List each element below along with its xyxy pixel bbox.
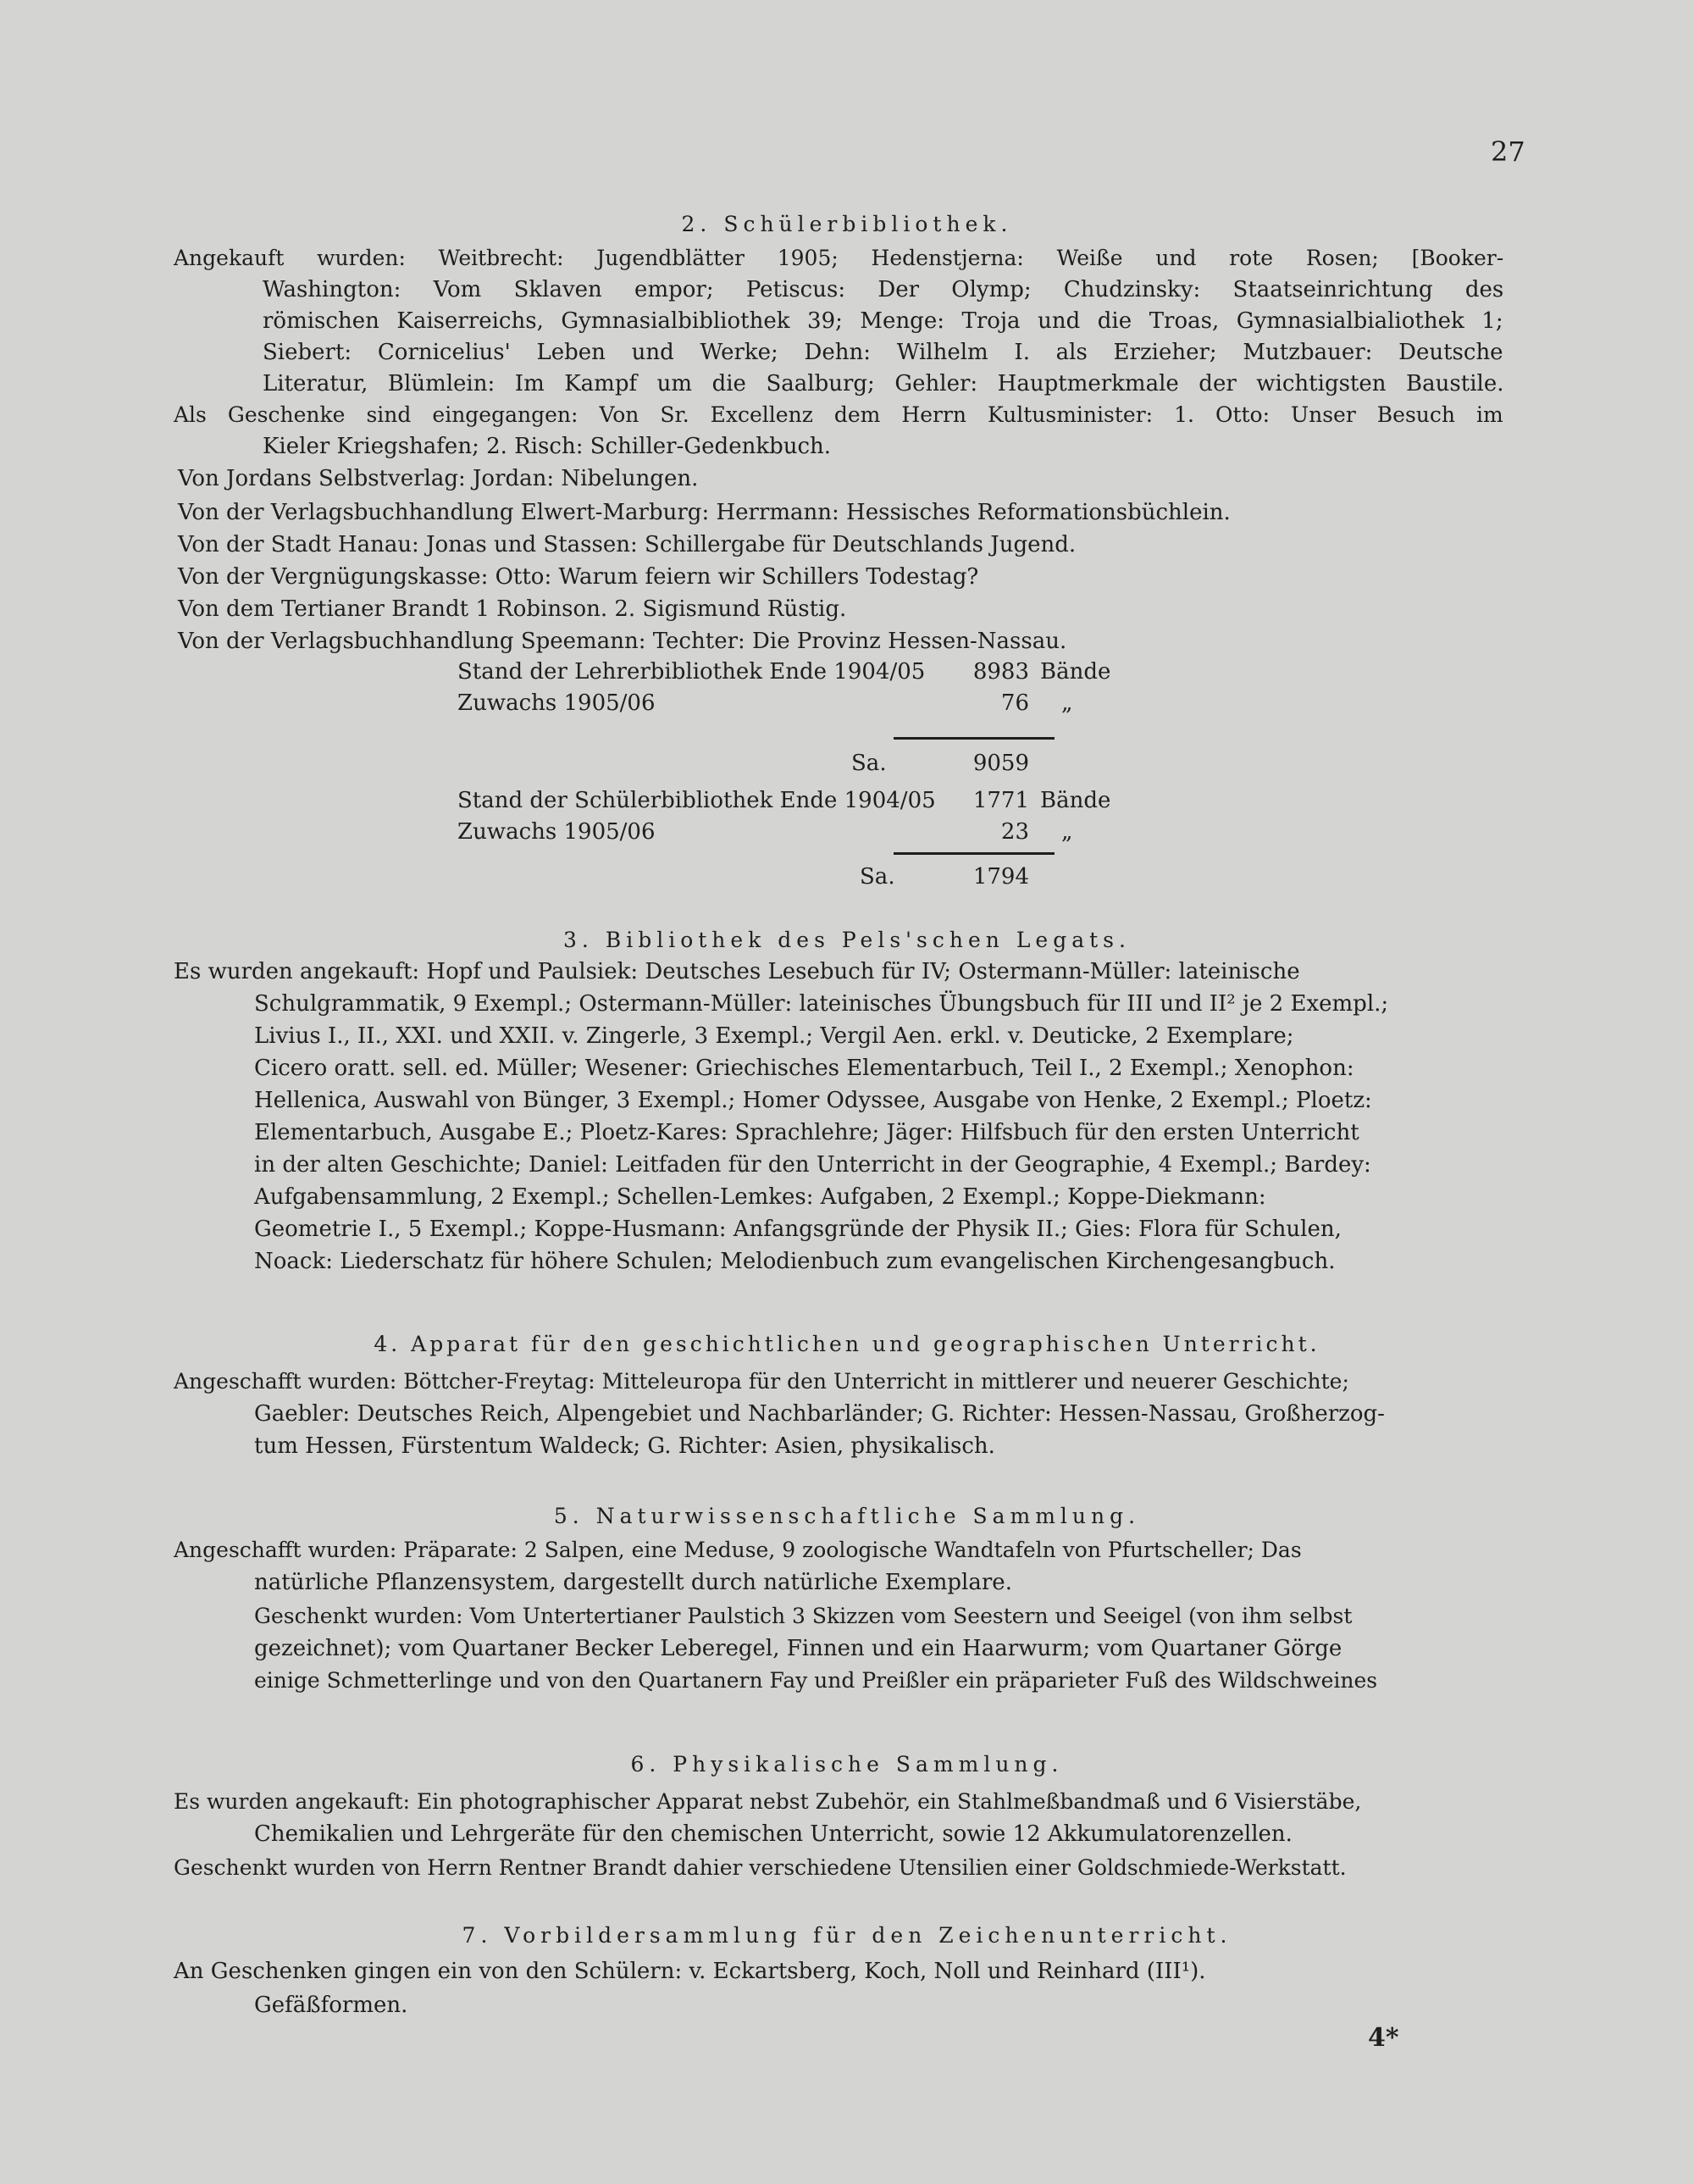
schueler-sum-label: Sa.	[860, 864, 895, 890]
section-4-heading: 4. Apparat für den geschichtlichen und geographischen Unterricht.	[374, 1332, 1320, 1356]
lehrer-sum-rule	[894, 737, 1055, 740]
section-2-line-4: Siebert: Cornicelius' Leben und Werke; Dehn: Wilhelm I. als Erzieher; Mutzbauer: Deutsche	[263, 340, 1503, 365]
schueler-zuwachs-ditto: „	[1061, 819, 1073, 845]
schueler-stand-unit: Bände	[1040, 788, 1111, 813]
section-5-line-5: einige Schmetterlinge und von den Quartanern Fay und Preißler ein präparieter Fuß des Wildschweines	[254, 1668, 1378, 1693]
section-2-line-2: Washington: Vom Sklaven empor; Petiscus: Der Olymp; Chudzinsky: Staatseinrichtung des	[263, 277, 1504, 302]
section-3-line-10: Noack: Liederschatz für höhere Schulen; Melodienbuch zum evangelischen Kirchengesangbuch.	[254, 1249, 1336, 1274]
section-3-line-1: Es wurden angekauft: Hopf und Paulsiek: Deutsches Lesebuch für IV; Ostermann-Müller: lateinische	[174, 959, 1300, 984]
section-3-line-7: in der alten Geschichte; Daniel: Leitfaden für den Unterricht in der Geographie, 4 Exempl.; Bardey:	[254, 1152, 1371, 1178]
lehrer-stand-unit: Bände	[1040, 659, 1111, 685]
schueler-sum-rule	[894, 852, 1055, 855]
section-3-line-2: Schulgrammatik, 9 Exempl.; Ostermann-Müller: lateinisches Übungsbuch für III und II² je 2 Exempl.;	[254, 991, 1389, 1017]
section-2-line-13: Von der Verlagsbuchhandlung Speemann: Techter: Die Provinz Hessen-Nassau.	[178, 629, 1067, 654]
section-7-line-2: Gefäßformen.	[254, 1993, 408, 2018]
section-5-line-2: natürliche Pflanzensystem, dargestellt durch natürliche Exemplare.	[254, 1570, 1012, 1595]
section-3-line-3: Livius I., II., XXI. und XXII. v. Zingerle, 3 Exempl.; Vergil Aen. erkl. v. Deuticke, 2 Exemplare;	[254, 1023, 1294, 1049]
section-2-line-12: Von dem Tertianer Brandt 1 Robinson. 2. Sigismund Rüstig.	[178, 596, 847, 622]
schueler-stand-value: 1771	[972, 788, 1029, 813]
section-2-line-5: Literatur, Blümlein: Im Kampf um die Saalburg; Gehler: Hauptmerkmale der wichtigsten Baustile.	[263, 371, 1504, 396]
schueler-stand-label: Stand der Schülerbibliothek Ende 1904/05	[457, 788, 936, 813]
section-3-line-6: Elementarbuch, Ausgabe E.; Ploetz-Kares: Sprachlehre; Jäger: Hilfsbuch für den ersten Unterricht	[254, 1120, 1359, 1145]
section-7-line-1: An Geschenken gingen ein von den Schülern: v. Eckartsberg, Koch, Noll und Reinhard (III¹).	[174, 1959, 1206, 1984]
lehrer-zuwachs-label: Zuwachs 1905/06	[457, 690, 656, 716]
section-2-line-8: Von Jordans Selbstverlag: Jordan: Nibelungen.	[178, 466, 699, 491]
signature-mark: 4*	[1368, 2023, 1399, 2053]
lehrer-sum-value: 9059	[972, 751, 1029, 776]
section-2-line-1: Angekauft wurden: Weitbrecht: Jugendblätter 1905; Hedenstjerna: Weiße und rote Rosen; [Booker-	[174, 246, 1504, 270]
section-3-line-5: Hellenica, Auswahl von Bünger, 3 Exempl.; Homer Odyssee, Ausgabe von Henke, 2 Exempl.; Ploetz:	[254, 1088, 1372, 1113]
schueler-zuwachs-label: Zuwachs 1905/06	[457, 819, 656, 845]
section-2-line-10: Von der Stadt Hanau: Jonas und Stassen: Schillergabe für Deutschlands Jugend.	[178, 532, 1077, 557]
section-4-line-1: Angeschafft wurden: Böttcher-Freytag: Mitteleuropa für den Unterricht in mittlerer und neuerer Geschichte;	[174, 1369, 1349, 1394]
section-5-line-4: gezeichnet); vom Quartaner Becker Leberegel, Finnen und ein Haarwurm; vom Quartaner Görge	[254, 1636, 1342, 1661]
section-2-heading: 2. Schülerbibliothek.	[681, 212, 1013, 236]
section-4-line-3: tum Hessen, Fürstentum Waldeck; G. Richter: Asien, physikalisch.	[254, 1433, 995, 1459]
section-2-line-11: Von der Vergnügungskasse: Otto: Warum feiern wir Schillers Todestag?	[178, 564, 979, 590]
section-6-line-2: Chemikalien und Lehrgeräte für den chemischen Unterricht, sowie 12 Akkumulatorenzellen.	[254, 1821, 1293, 1847]
lehrer-zuwachs-ditto: „	[1061, 690, 1073, 716]
section-7-heading: 7. Vorbildersammlung für den Zeichenunterricht.	[462, 1923, 1232, 1948]
lehrer-sum-label: Sa.	[851, 751, 887, 776]
section-3-line-8: Aufgabensammlung, 2 Exempl.; Schellen-Lemkes: Aufgaben, 2 Exempl.; Koppe-Diekmann:	[254, 1184, 1266, 1210]
lehrer-stand-value: 8983	[972, 659, 1029, 685]
section-3-heading: 3. Bibliothek des Pels'schen Legats.	[563, 928, 1131, 952]
lehrer-zuwachs-value: 76	[1000, 690, 1029, 716]
section-4-line-2: Gaebler: Deutsches Reich, Alpengebiet und Nachbarländer; G. Richter: Hessen-Nassau, Großherzog-	[254, 1401, 1385, 1427]
section-2-line-9: Von der Verlagsbuchhandlung Elwert-Marburg: Herrmann: Hessisches Reformationsbüchlein.	[178, 500, 1231, 525]
lehrer-stand-label: Stand der Lehrerbibliothek Ende 1904/05	[457, 659, 926, 685]
section-2-line-7: Kieler Kriegshafen; 2. Risch: Schiller-Gedenkbuch.	[263, 434, 832, 459]
section-6-line-1: Es wurden angekauft: Ein photographischer Apparat nebst Zubehör, ein Stahlmeßbandmaß und 6 Visierstäbe,	[174, 1789, 1362, 1814]
section-2-line-6: Als Geschenke sind eingegangen: Von Sr. Excellenz dem Herrn Kultusminister: 1. Otto: Unser Besuch im	[174, 402, 1503, 427]
section-5-line-1: Angeschafft wurden: Präparate: 2 Salpen, eine Meduse, 9 zoologische Wandtafeln von Pfurtscheller; Das	[174, 1538, 1302, 1562]
schueler-sum-value: 1794	[972, 864, 1029, 890]
section-6-line-3: Geschenkt wurden von Herrn Rentner Brandt dahier verschiedene Utensilien einer Goldschmiede-Werkstatt.	[174, 1855, 1347, 1880]
page-number: 27	[1491, 136, 1525, 168]
section-3-line-9: Geometrie I., 5 Exempl.; Koppe-Husmann: Anfangsgründe der Physik II.; Gies: Flora für Schulen,	[254, 1217, 1342, 1242]
section-6-heading: 6. Physikalische Sammlung.	[630, 1752, 1064, 1777]
section-2-line-3: römischen Kaiserreichs, Gymnasialbibliothek 39; Menge: Troja und die Troas, Gymnasialbialiothek 1;	[263, 308, 1503, 334]
section-5-line-3: Geschenkt wurden: Vom Untertertianer Paulstich 3 Skizzen vom Seestern und Seeigel (von ihm selbst	[254, 1604, 1353, 1628]
schueler-zuwachs-value: 23	[1000, 819, 1029, 845]
section-5-heading: 5. Naturwissenschaftliche Sammlung.	[553, 1504, 1141, 1528]
section-3-line-4: Cicero oratt. sell. ed. Müller; Wesener: Griechisches Elementarbuch, Teil I., 2 Exempl.; Xenophon:	[254, 1056, 1354, 1081]
